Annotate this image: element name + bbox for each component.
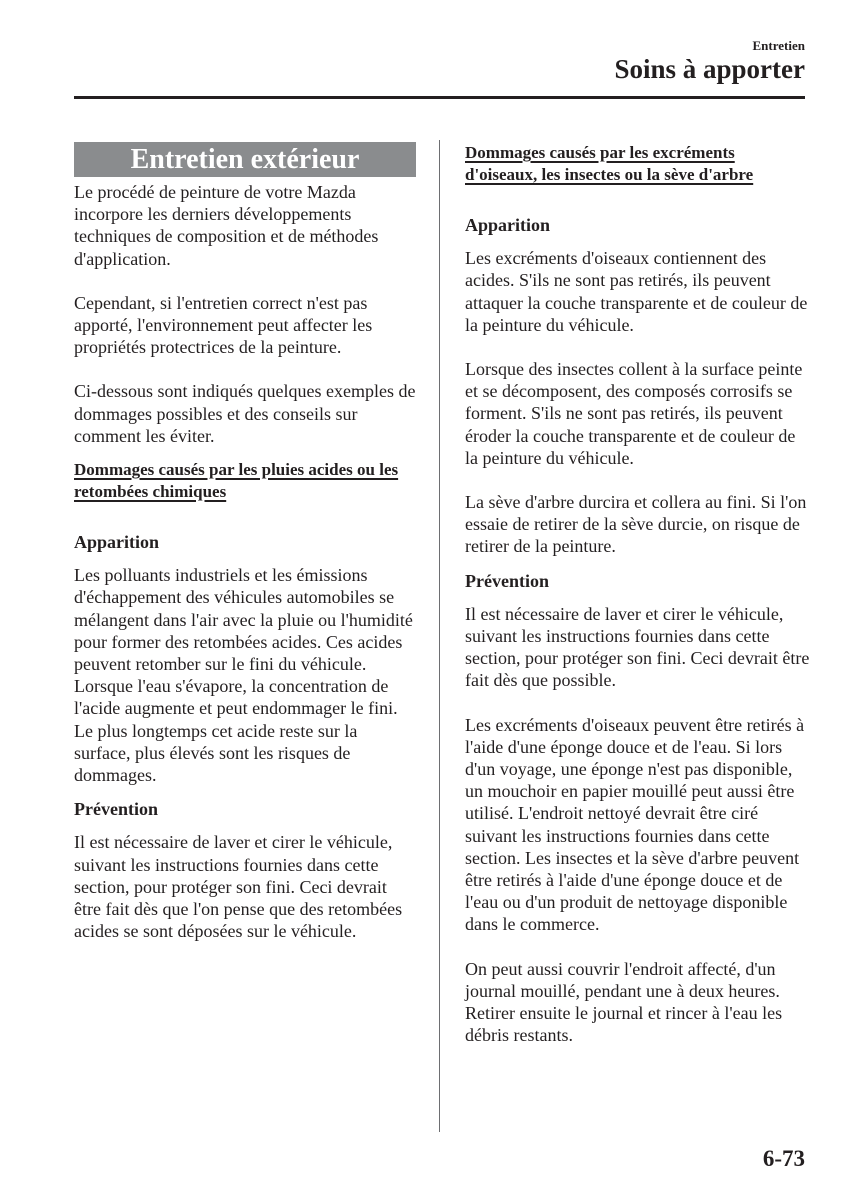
apparition-heading: Apparition <box>74 532 160 553</box>
prevention-paragraph: On peut aussi couvrir l'endroit affecté, d'un journal mouillé, pendant une à deux heures. Retirer ensuite le journal et rincer à l'eau les débris restants. <box>465 958 783 1046</box>
apparition-paragraph: Les excréments d'oiseaux contiennent des acides. S'ils ne sont pas retirés, ils peuvent attaquer la couche transparente et de couleur de la peinture du véhicule. <box>465 248 808 335</box>
prevention-paragraph: Il est nécessaire de laver et cirer le véhicule, suivant les instructions fournies dans cette section, pour protéger son fini. Ceci devrait être fait dès que possible. <box>465 603 810 691</box>
page-number: 6-73 <box>762 1146 805 1171</box>
column-divider <box>439 140 440 1132</box>
apparition-heading: Apparition <box>465 215 551 235</box>
topic-heading-text: Dommages causés par les excréments d'oiseaux, les insectes ou la sève d'arbre <box>465 143 754 184</box>
page-title: Soins à apporter <box>614 54 805 84</box>
prevention-paragraph: Les excréments d'oiseaux peuvent être retirés à l'aide d'une éponge douce et de l'eau. Si lors d'un voyage, une éponge n'est pas disponible, un mouchoir en papier mouillé peut aussi être utilisé. L'endroit nettoyé devrait être ciré suivant les instructions fournies dans cette section. Les insectes et la sève d'arbre peuvent être retirés à l'aide d'une éponge douce et de l'eau ou d'un produit de nettoyage disponible dans le commerce. <box>465 714 805 935</box>
apparition-paragraph: Lorsque des insectes collent à la surface peinte et se décomposent, des composés corrosifs se forment. S'ils ne sont pas retirés, ils peuvent éroder la couche transparente et de couleur de la peinture du véhicule. <box>465 359 803 468</box>
prevention-heading: Prévention <box>465 570 549 591</box>
section-label: Entretien <box>752 38 805 53</box>
topic-heading <box>74 459 416 503</box>
topic-heading-text: Dommages causés par les pluies acides ou les retombées chimiques <box>74 460 399 502</box>
prevention-text: Il est nécessaire de laver et cirer le véhicule, suivant les instructions fournies dans cette section, pour protéger son fini. Ceci devrait être fait dès que l'on pense que des retombées acides se sont déposées sur le véhicule. <box>74 832 403 942</box>
apparition-paragraph: La sève d'arbre durcira et collera au fini. Si l'on essaie de retirer de la sève durcie, on risque de retirer de la peinture. <box>465 492 807 557</box>
intro-paragraph: Cependant, si l'entretien correct n'est pas apporté, l'environnement peut affecter les propriétés protectrices de la peinture. <box>74 292 373 358</box>
right-column <box>465 142 810 1069</box>
topic-heading <box>465 142 810 186</box>
apparition-text-continued: Le plus longtemps cet acide reste sur la surface, plus élevés sont les risques de dommages. <box>74 720 358 786</box>
left-column <box>74 142 416 964</box>
intro-paragraph: Le procédé de peinture de votre Mazda incorpore les derniers développements techniques de composition et de méthodes d'application. <box>74 182 379 269</box>
section-banner: Entretien extérieur <box>74 142 416 177</box>
header-rule <box>74 96 805 99</box>
intro-paragraph: Ci-dessous sont indiqués quelques exemples de dommages possibles et des conseils sur comment les éviter. <box>74 381 416 446</box>
apparition-text: Les polluants industriels et les émissions d'échappement des véhicules automobiles se mélangent dans l'air avec la pluie ou l'humidité pour former des retombées acides. Ces acides peuvent retomber sur le fini du véhicule. Lorsque l'eau s'évapore, la concentration de l'acide augmente et peut endommager le fini. <box>74 565 413 719</box>
prevention-heading: Prévention <box>74 799 158 820</box>
